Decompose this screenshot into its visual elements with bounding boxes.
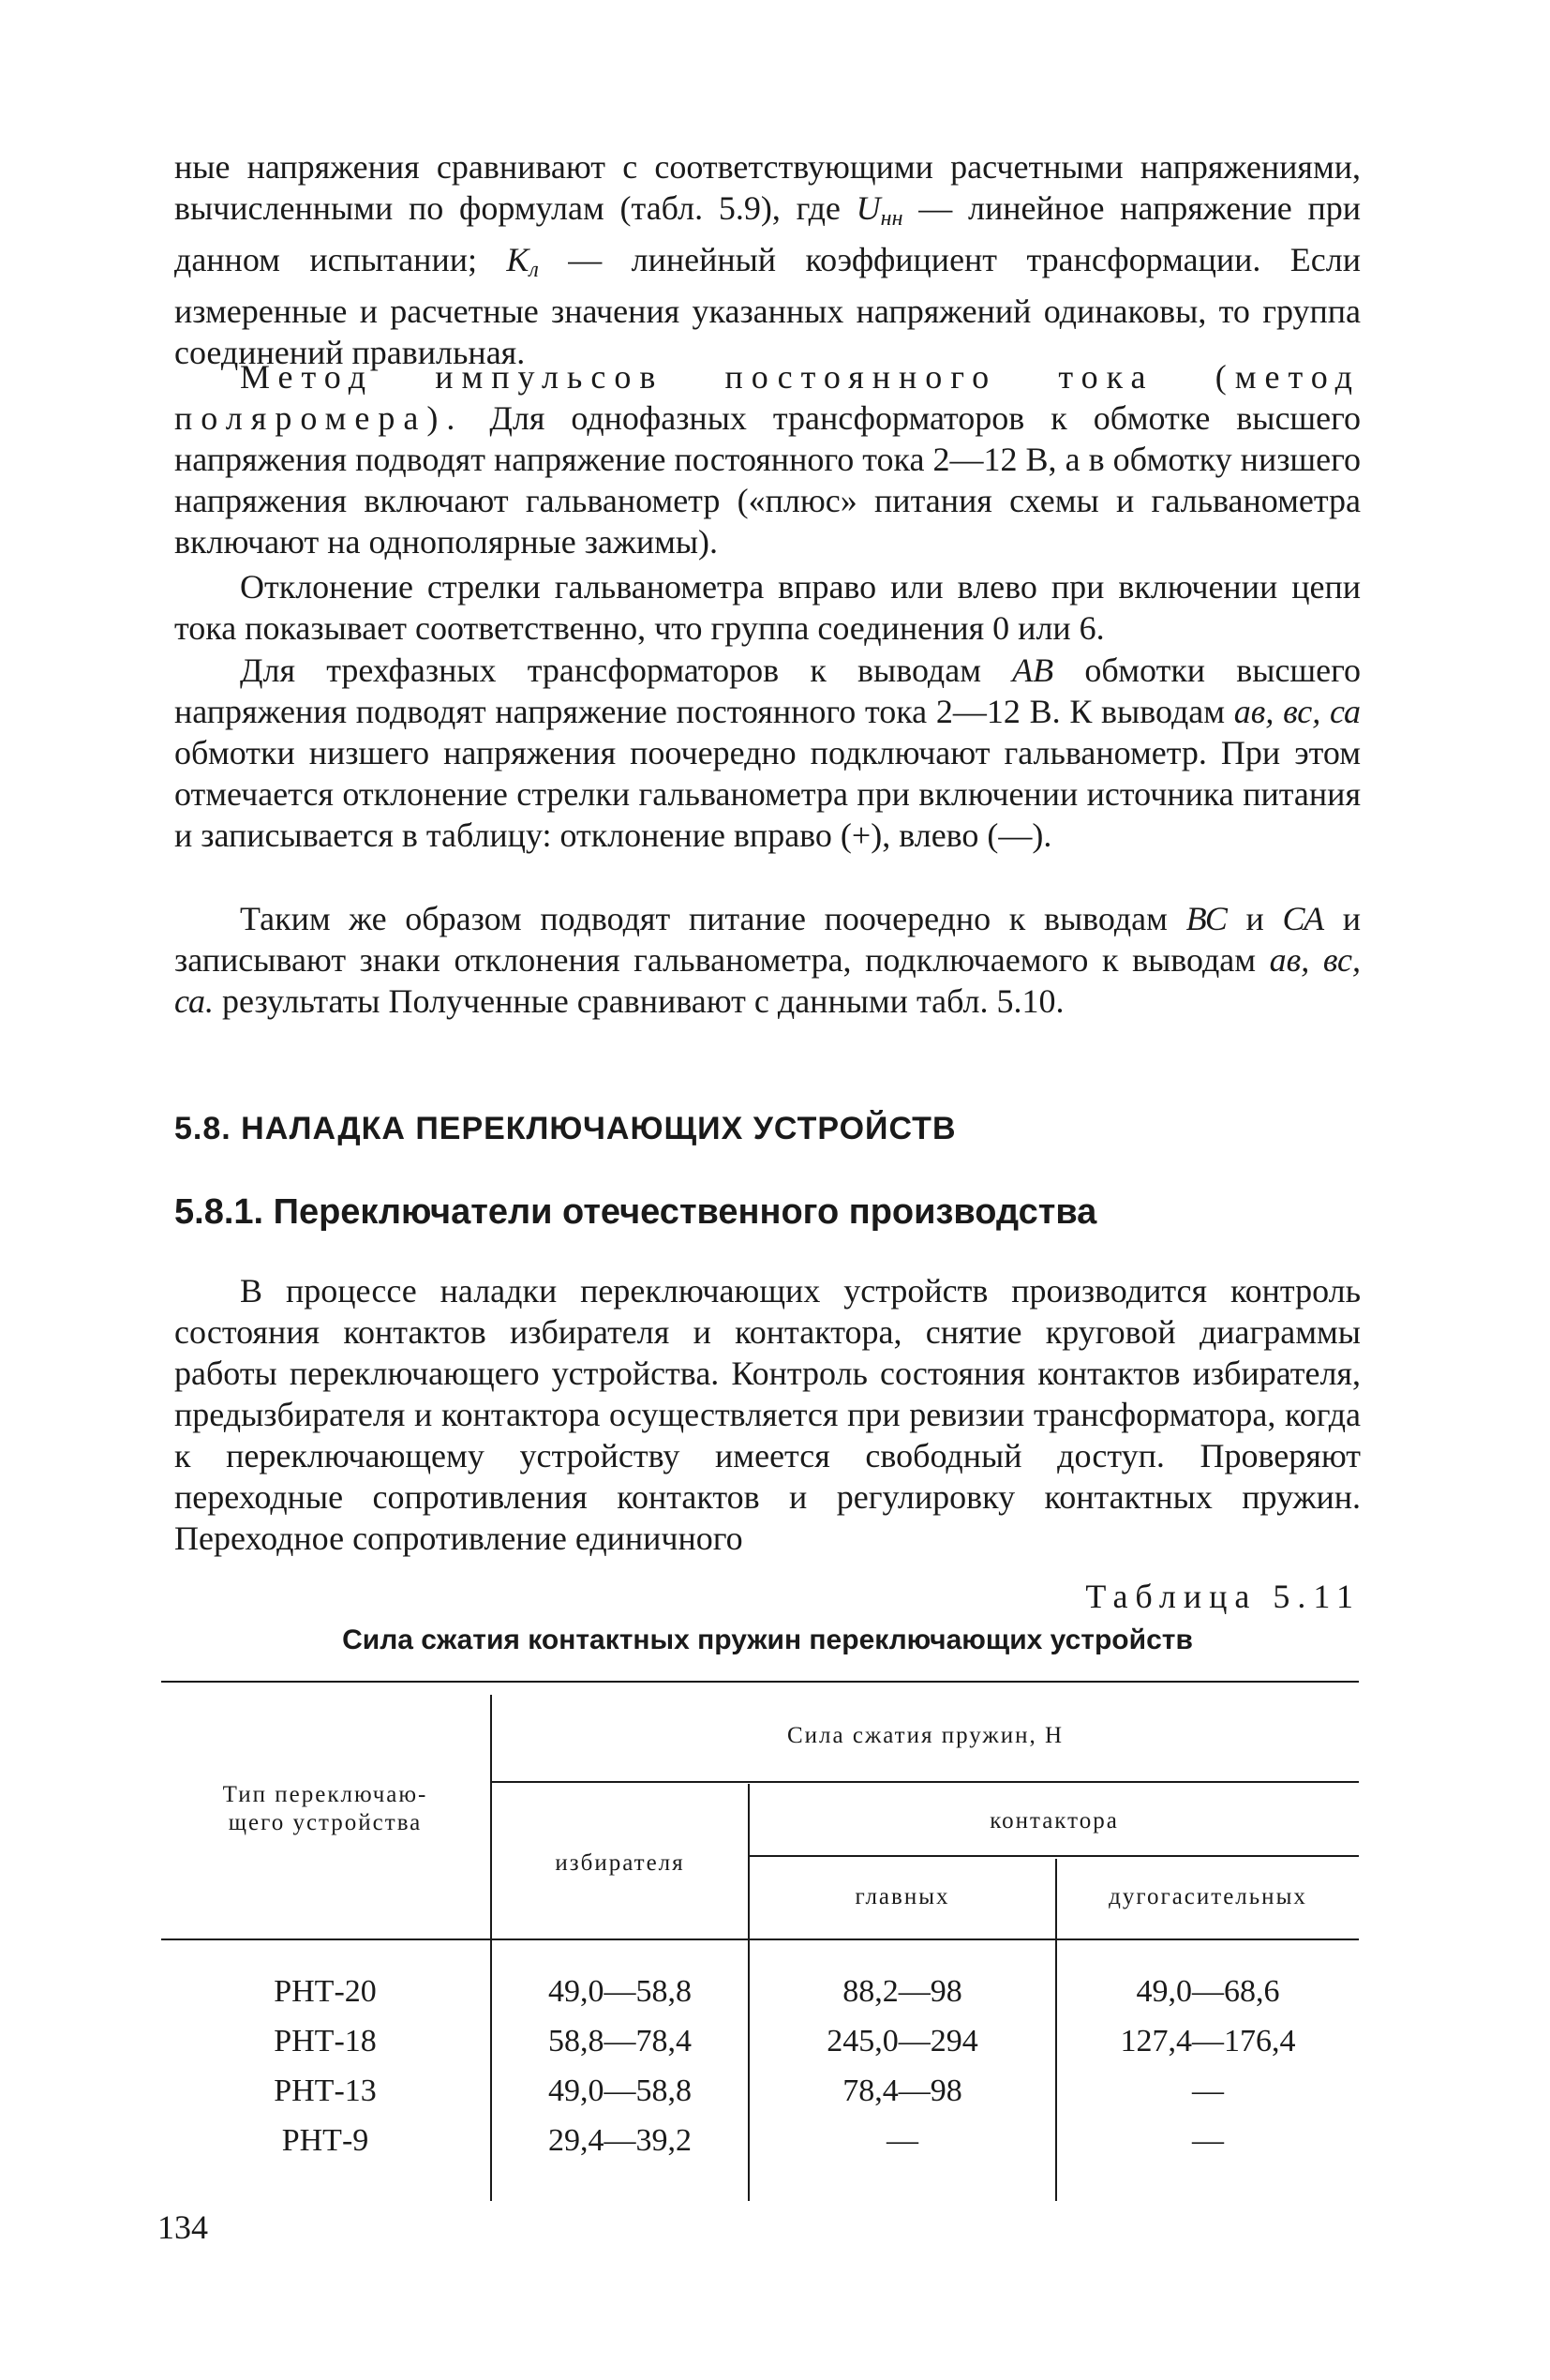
terminals-low-2: ав, вс, са.	[174, 941, 1361, 1020]
table-top-rule	[161, 1681, 1359, 1683]
header-type: Тип переключаю- щего устройства	[222, 1782, 428, 1835]
table-force-rule	[492, 1781, 1359, 1783]
paragraph-4	[174, 650, 1361, 856]
paragraph-3-text: Отклонение стрелки гальванометра вправо или влево при включении цепи тока показывает соответственно, что группа соединения 0 или 6.	[174, 568, 1361, 647]
paragraph-6	[174, 1270, 1361, 1559]
paragraph-3	[174, 566, 1361, 649]
table-contactor-rule	[750, 1855, 1359, 1857]
paragraph-1	[174, 146, 1361, 373]
header-arc: дугогасительных	[1109, 1884, 1307, 1909]
coefficient-symbol: $К_л$	[506, 241, 539, 282]
terminals-ab: АВ	[1012, 651, 1054, 689]
subsection-heading: 5.8.1. Переключатели отечественного производства	[174, 1192, 1097, 1232]
voltage-symbol: $U_{нн}$	[856, 189, 903, 231]
book-page: ные напряжения сравнивают с соответствующими расчетными напряжениями, вычисленными по формулам (табл. 5.9), где $U_{нн}$ — линейное напряжение при данном испытании; $К_л$ — линейный коэффициент трансформации. Если измеренные и расчетные значения указанных напряжений одинаковы, то группа соединений правильная. Метод импульсов постоянного тока (метод поляромера). Для однофазных трансформаторов к обмотке высшего напряжения подводят напряжение постоянного тока 2—12 В, а в обмотку низшего напряжения включают гальванометр («плюс» питания схемы и гальванометра включают на однополярные зажимы). Отклонение стрелки гальванометра вправо или влево при включении цепи тока показывает соответственно, что группа соединения 0 или 6. Для трехфазных трансформаторов к выводам АВ обмотки высшего напряжения подводят напряжение постоянного тока 2—12 В. К выводам ав, вс, са обмотки низшего напряжения поочередно подключают гальванометр. При этом отмечается отклонение стрелки гальванометра при включении источника питания и записывается в таблицу: отклонение вправо (+), влево (—). Таким же образом подводят питание поочередно к выводам ВС и СА и записывают знаки отклонения гальванометра, подключаемого к выводам ав, вс, са. результаты Полученные сравнивают с данными табл. 5.10. 5.8. НАЛАДКА ПЕРЕКЛЮЧАЮЩИХ УСТРОЙСТВ 5.8.1. Переключатели отечественного производства В процессе наладки переключающих устройств производится контроль состояния контактов избирателя и контактора, снятие круговой диаграммы работы переключающего устройства. Контроль состояния контактов избирателя, предызбирателя и контактора осуществляется при ревизии трансформатора, когда к переключающему устройству имеется свободный доступ. Проверяют переходные сопротивления контактов и регулировку контактных пружин. Переходное сопротивление единичного Таблица 5.11 Сила сжатия контактных пружин переключающих устройств Тип переключаю- щего устройства Сила сжатия пружин, Н избирателя контактора главных дугогасительных РНТ-20 49,0—58,8 88,2—98 49,0—68,6 РНТ-18 58,8—78,4 245,0—294 127,4—176,4 РНТ-13 49,0—58,8 78,4—98 — РНТ-9 29,4—39,2 — — 134	[157, 148, 1362, 2246]
paragraph-4-text: Для трехфазных трансформаторов к выводам АВ обмотки высшего напряжения подводят напряжение постоянного тока 2—12 В. К выводам ав, вс, са обмотки низшего напряжения поочередно подключают гальванометр. При этом отмечается отклонение стрелки гальванометра при включении источника питания и записывается в таблицу: отклонение вправо (+), влево (—).	[174, 651, 1361, 854]
paragraph-6-text: В процессе наладки переключающих устройств производится контроль состояния контактов избирателя и контактора, снятие круговой диаграммы работы переключающего устройства. Контроль состояния контактов избирателя, предызбирателя и контактора осуществляется при ревизии трансформатора, когда к переключающему устройству имеется свободный доступ. Проверяют переходные сопротивления контактов и регулировку контактных пружин. Переходное сопротивление единичного	[174, 1272, 1361, 1557]
paragraph-2-text: Метод импульсов постоянного тока (метод поляромера). Для однофазных трансформаторов к обмотке высшего напряжения подводят напряжение постоянного тока 2—12 В, а в обмотку низшего напряжения включают гальванометр («плюс» питания схемы и гальванометра включают на однополярные зажимы).	[174, 358, 1361, 561]
table-number: Таблица 5.11	[1085, 1578, 1361, 1615]
table-title: Сила сжатия контактных пружин переключающих устройств	[342, 1624, 1193, 1655]
terminals-ca: СА	[1282, 900, 1325, 937]
paragraph-2	[174, 356, 1361, 562]
paragraph-5-text: Таким же образом подводят питание поочередно к выводам ВС и СА и записывают знаки отклонения гальванометра, подключаемого к выводам ав, вс, са. результаты Полученные сравнивают с данными табл. 5.10.	[174, 900, 1362, 1020]
page-number: 134	[157, 2208, 208, 2246]
paragraph-5	[174, 898, 1361, 1022]
method-title: Метод импульсов постоянного тока (метод поляромера).	[174, 358, 1361, 437]
terminals-bc: ВС	[1185, 900, 1228, 937]
terminals-low: ав, вс, са	[1233, 693, 1361, 730]
section-heading: 5.8. НАЛАДКА ПЕРЕКЛЮЧАЮЩИХ УСТРОЙСТВ	[174, 1111, 957, 1146]
header-selector: избирателя	[555, 1850, 685, 1876]
table-header-bottom-rule	[161, 1938, 1359, 1940]
header-main: главных	[855, 1884, 950, 1909]
header-contactor: контактора	[990, 1808, 1119, 1834]
paragraph-1-text: ные напряжения сравнивают с соответствующими расчетными напряжениями, вычисленными по формулам (табл. 5.9), где $U_{нн}$ — линейное напряжение при данном испытании; $К_л$ — линейный коэффициент трансформации. Если измеренные и расчетные значения указанных напряжений одинаковы, то группа соединений правильная.	[174, 148, 1362, 371]
header-force: Сила сжатия пружин, Н	[786, 1723, 1065, 1748]
